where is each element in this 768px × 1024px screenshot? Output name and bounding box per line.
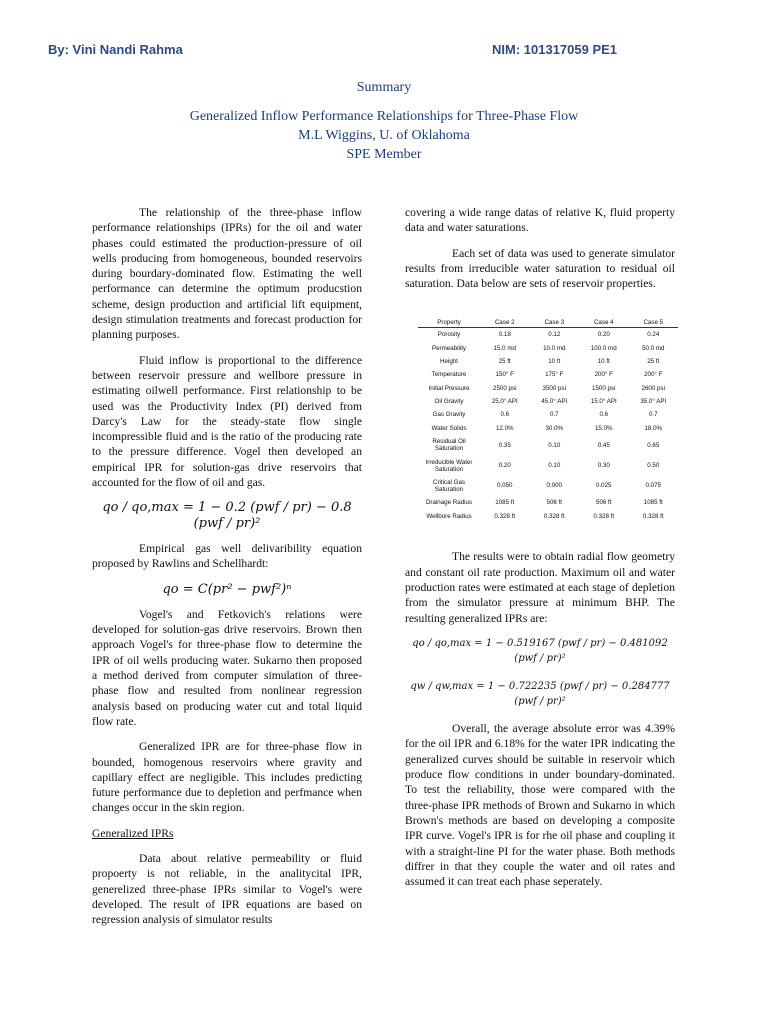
author-label: By: Vini Nandi Rahma (48, 42, 183, 57)
property-value-cell: 10.0 md (543, 344, 566, 352)
property-value-cell: 15.0° API (590, 398, 617, 406)
paper-affiliation: SPE Member (346, 147, 422, 162)
paragraph: Vogel's and Fetkovich's relations were developed for solution-gas drive reservoirs. Brown then approach Vogel's for three-phase flow to determine the IPR of oil wells producing water. Sukarno then proposed a method derived from computer simulation of three-phase flow and resulted from nonlinear regression analysis based on producing water cut and total liquid flow rate. (92, 607, 362, 728)
oil-ipr-equation: qo / qo,max = 1 − 0.519167 (pwf / pr) − 0.481092 (pwf / pr)² (412, 637, 668, 665)
table-row (418, 395, 678, 408)
property-value-cell: 25 ft (498, 357, 511, 365)
property-value-cell: 0.20 (597, 331, 610, 339)
property-value-cell: 0.025 (596, 482, 612, 490)
property-value-cell: 0.328 ft (642, 512, 664, 520)
section-heading: Generalized IPRs (92, 826, 174, 840)
table-row (418, 476, 678, 496)
property-value-cell: 30.0% (545, 424, 564, 432)
table-row (418, 496, 678, 509)
property-name-cell: Permeability (431, 344, 467, 352)
property-value-cell: 12.0% (495, 424, 514, 432)
property-value-cell: 0.328 ft (593, 512, 615, 520)
property-value-cell: 0.12 (548, 331, 561, 339)
property-value-cell: 506 ft (596, 499, 612, 507)
property-name-cell: Irreducible Water Saturation (425, 458, 473, 473)
property-value-cell: 200° F (594, 371, 613, 379)
table-body (418, 328, 678, 523)
property-value-cell: 3500 psi (542, 384, 566, 392)
water-ipr-equation: qw / qw,max = 1 − 0.722235 (pwf / pr) − 0.284777 (pwf / pr)² (410, 680, 670, 707)
column-header: Case 5 (629, 318, 679, 328)
nim-label: NIM: 101317059 PE1 (492, 42, 618, 57)
summary-heading: Summary (356, 80, 412, 95)
table-row (418, 382, 678, 395)
property-value-cell: 0.20 (498, 462, 511, 470)
reservoir-properties-table (418, 318, 678, 523)
property-value-cell: 0.328 ft (494, 512, 516, 520)
property-value-cell: 0.45 (597, 441, 610, 449)
table-row (418, 435, 678, 455)
property-name-cell: Height (440, 357, 458, 365)
property-value-cell: 0.328 ft (543, 512, 565, 520)
property-name-cell: Wellbore Radius (426, 512, 472, 520)
right-column (405, 205, 675, 899)
property-value-cell: 0.6 (500, 411, 510, 419)
property-value-cell: 0.10 (548, 462, 561, 470)
property-value-cell: 0.30 (597, 462, 610, 470)
property-value-cell: 15.0% (594, 424, 613, 432)
column-header: Property (418, 318, 480, 328)
table-row (418, 355, 678, 368)
property-value-cell: 50.0 md (642, 344, 665, 352)
property-name-cell: Initial Pressure (428, 384, 470, 392)
property-name-cell: Critical Gas Saturation (433, 478, 465, 493)
property-value-cell: 200° F (644, 371, 663, 379)
property-value-cell: 0.050 (497, 482, 513, 490)
column-header: Case 4 (579, 318, 629, 328)
rawlins-equation: qo = C(pr² − pwf²)ⁿ (162, 581, 292, 597)
property-value-cell: 25.0° API (491, 398, 518, 406)
property-value-cell: 45.0° API (541, 398, 568, 406)
property-name-cell: Water Solids (431, 424, 467, 432)
property-value-cell: 0.10 (548, 441, 561, 449)
property-value-cell: 0.24 (647, 331, 660, 339)
paragraph: The relationship of the three-phase inflow performance relationships (IPRs) for the oil and water phases could estimated the production-pressure of oil wells producing from homogeneous, bounded reservoirs during bourdary-dominated flow. Estimating the well performance can determine the optimum producstion scheme, design production and artificial lift equipment, design stimulation treatments and forecast production for planning purposes. (92, 206, 362, 342)
table-row (418, 510, 678, 523)
column-header: Case 2 (480, 318, 530, 328)
table-row (418, 455, 678, 475)
property-value-cell: 0.075 (645, 482, 661, 490)
title-block (0, 78, 768, 164)
paragraph: covering a wide range datas of relative K, fluid property data and water saturations. (405, 206, 675, 235)
table-row (418, 328, 678, 342)
property-value-cell: 0.18 (498, 331, 511, 339)
paper-author: M.L Wiggins, U. of Oklahoma (298, 128, 470, 143)
table-header-row (418, 318, 678, 328)
property-value-cell: 10 ft (597, 357, 610, 365)
property-value-cell: 0.000 (546, 482, 562, 490)
property-name-cell: Residual Oil Saturation (432, 438, 466, 453)
paragraph: Generalized IPR are for three-phase flow in bounded, homogenous reservoirs where gravity and capillary effect are negligible. This includes predicting future performance due to depletion and perfmance when changes occur in the skin region. (92, 740, 362, 815)
table-row (418, 408, 678, 421)
property-value-cell: 1085 ft (495, 499, 515, 507)
property-name-cell: Porosity (437, 331, 461, 339)
table-row (418, 341, 678, 354)
property-value-cell: 506 ft (546, 499, 562, 507)
property-value-cell: 0.7 (549, 411, 559, 419)
property-name-cell: Drainage Radius (425, 499, 473, 507)
vogel-equation: qo / qo,max = 1 − 0.2 (pwf / pr) − 0.8 (pwf / pr)² (102, 500, 352, 531)
property-value-cell: 1085 ft (643, 499, 663, 507)
property-value-cell: 1500 psi (592, 384, 616, 392)
table-row (418, 422, 678, 435)
property-name-cell: Gas Gravity (432, 411, 466, 419)
paragraph: Each set of data was used to generate simulator results from irreducible water saturation to residual oil saturation. Data below are sets of reservoir properties. (405, 246, 675, 291)
property-name-cell: Temperature (431, 371, 467, 379)
page-header (48, 42, 720, 62)
paragraph: The results were to obtain radial flow geometry and constant oil rate production. Maximum oil and water production rates were estimated at each stage of depletion from the simulator pressure at minimum BHP. The resulting generalized IPRs are: (405, 550, 675, 625)
property-value-cell: 18.0% (644, 424, 663, 432)
property-value-cell: 0.6 (599, 411, 609, 419)
paragraph: Data about relative permeability or fluid propoerty is not reliable, in the analitycital IPR, generelized three-phase IPRs similar to Vogel's were developed. The result of IPR equations are based on regression analysis of simulator results (92, 851, 362, 927)
property-value-cell: 100.0 md (590, 344, 617, 352)
property-name-cell: Oil Gravity (434, 398, 464, 406)
property-value-cell: 175° F (545, 371, 564, 379)
property-value-cell: 25 ft (647, 357, 660, 365)
property-value-cell: 0.35 (498, 441, 511, 449)
paragraph: Overall, the average absolute error was 4.39% for the oil IPR and 6.18% for the water IPR indicating the generalized curves should be suitable in reservoir which produce flow conditions in under boundary-dominated. To test the reliability, those were compared with the three-phase IPR methods of Brown and Sukarno in which Brown's methods are based on developing a composite IPR curve. Vogel's IPR is for rhe oil phase and coupling it with a straight-line PI for the water phase. Both methods diffrer in that they couple the water and oil rates and assumed it can treat each phase seperately. (405, 722, 675, 889)
property-value-cell: 150° F (495, 371, 514, 379)
column-header: Case 3 (530, 318, 580, 328)
property-value-cell: 2500 psi (493, 384, 517, 392)
property-value-cell: 10 ft (548, 357, 561, 365)
left-column (92, 205, 362, 937)
paper-title: Generalized Inflow Performance Relationships for Three-Phase Flow (189, 109, 579, 124)
property-value-cell: 2600 psi (641, 384, 665, 392)
property-value-cell: 0.50 (647, 462, 660, 470)
paragraph: Empirical gas well delivaribility equation proposed by Rawlins and Schellhardt: (92, 541, 362, 571)
table-row (418, 368, 678, 381)
property-value-cell: 15.0 md (493, 344, 516, 352)
paragraph: Fluid inflow is proportional to the difference between reservoir pressure and wellbore pressure in estimating oilwell performance. First relationship to be used was the Productivity Index (PI) derived from Darcy's Law for the steady-state flow single incompressible fluid and is the ratio of the producing rate to the pressure difference. Vogel then developed an empirical IPR for solution-gas drive reservoirs that accounted for the flow of oil and gas. (92, 353, 362, 490)
property-value-cell: 0.65 (647, 441, 660, 449)
property-value-cell: 35.0° API (640, 398, 667, 406)
property-value-cell: 0.7 (648, 411, 658, 419)
